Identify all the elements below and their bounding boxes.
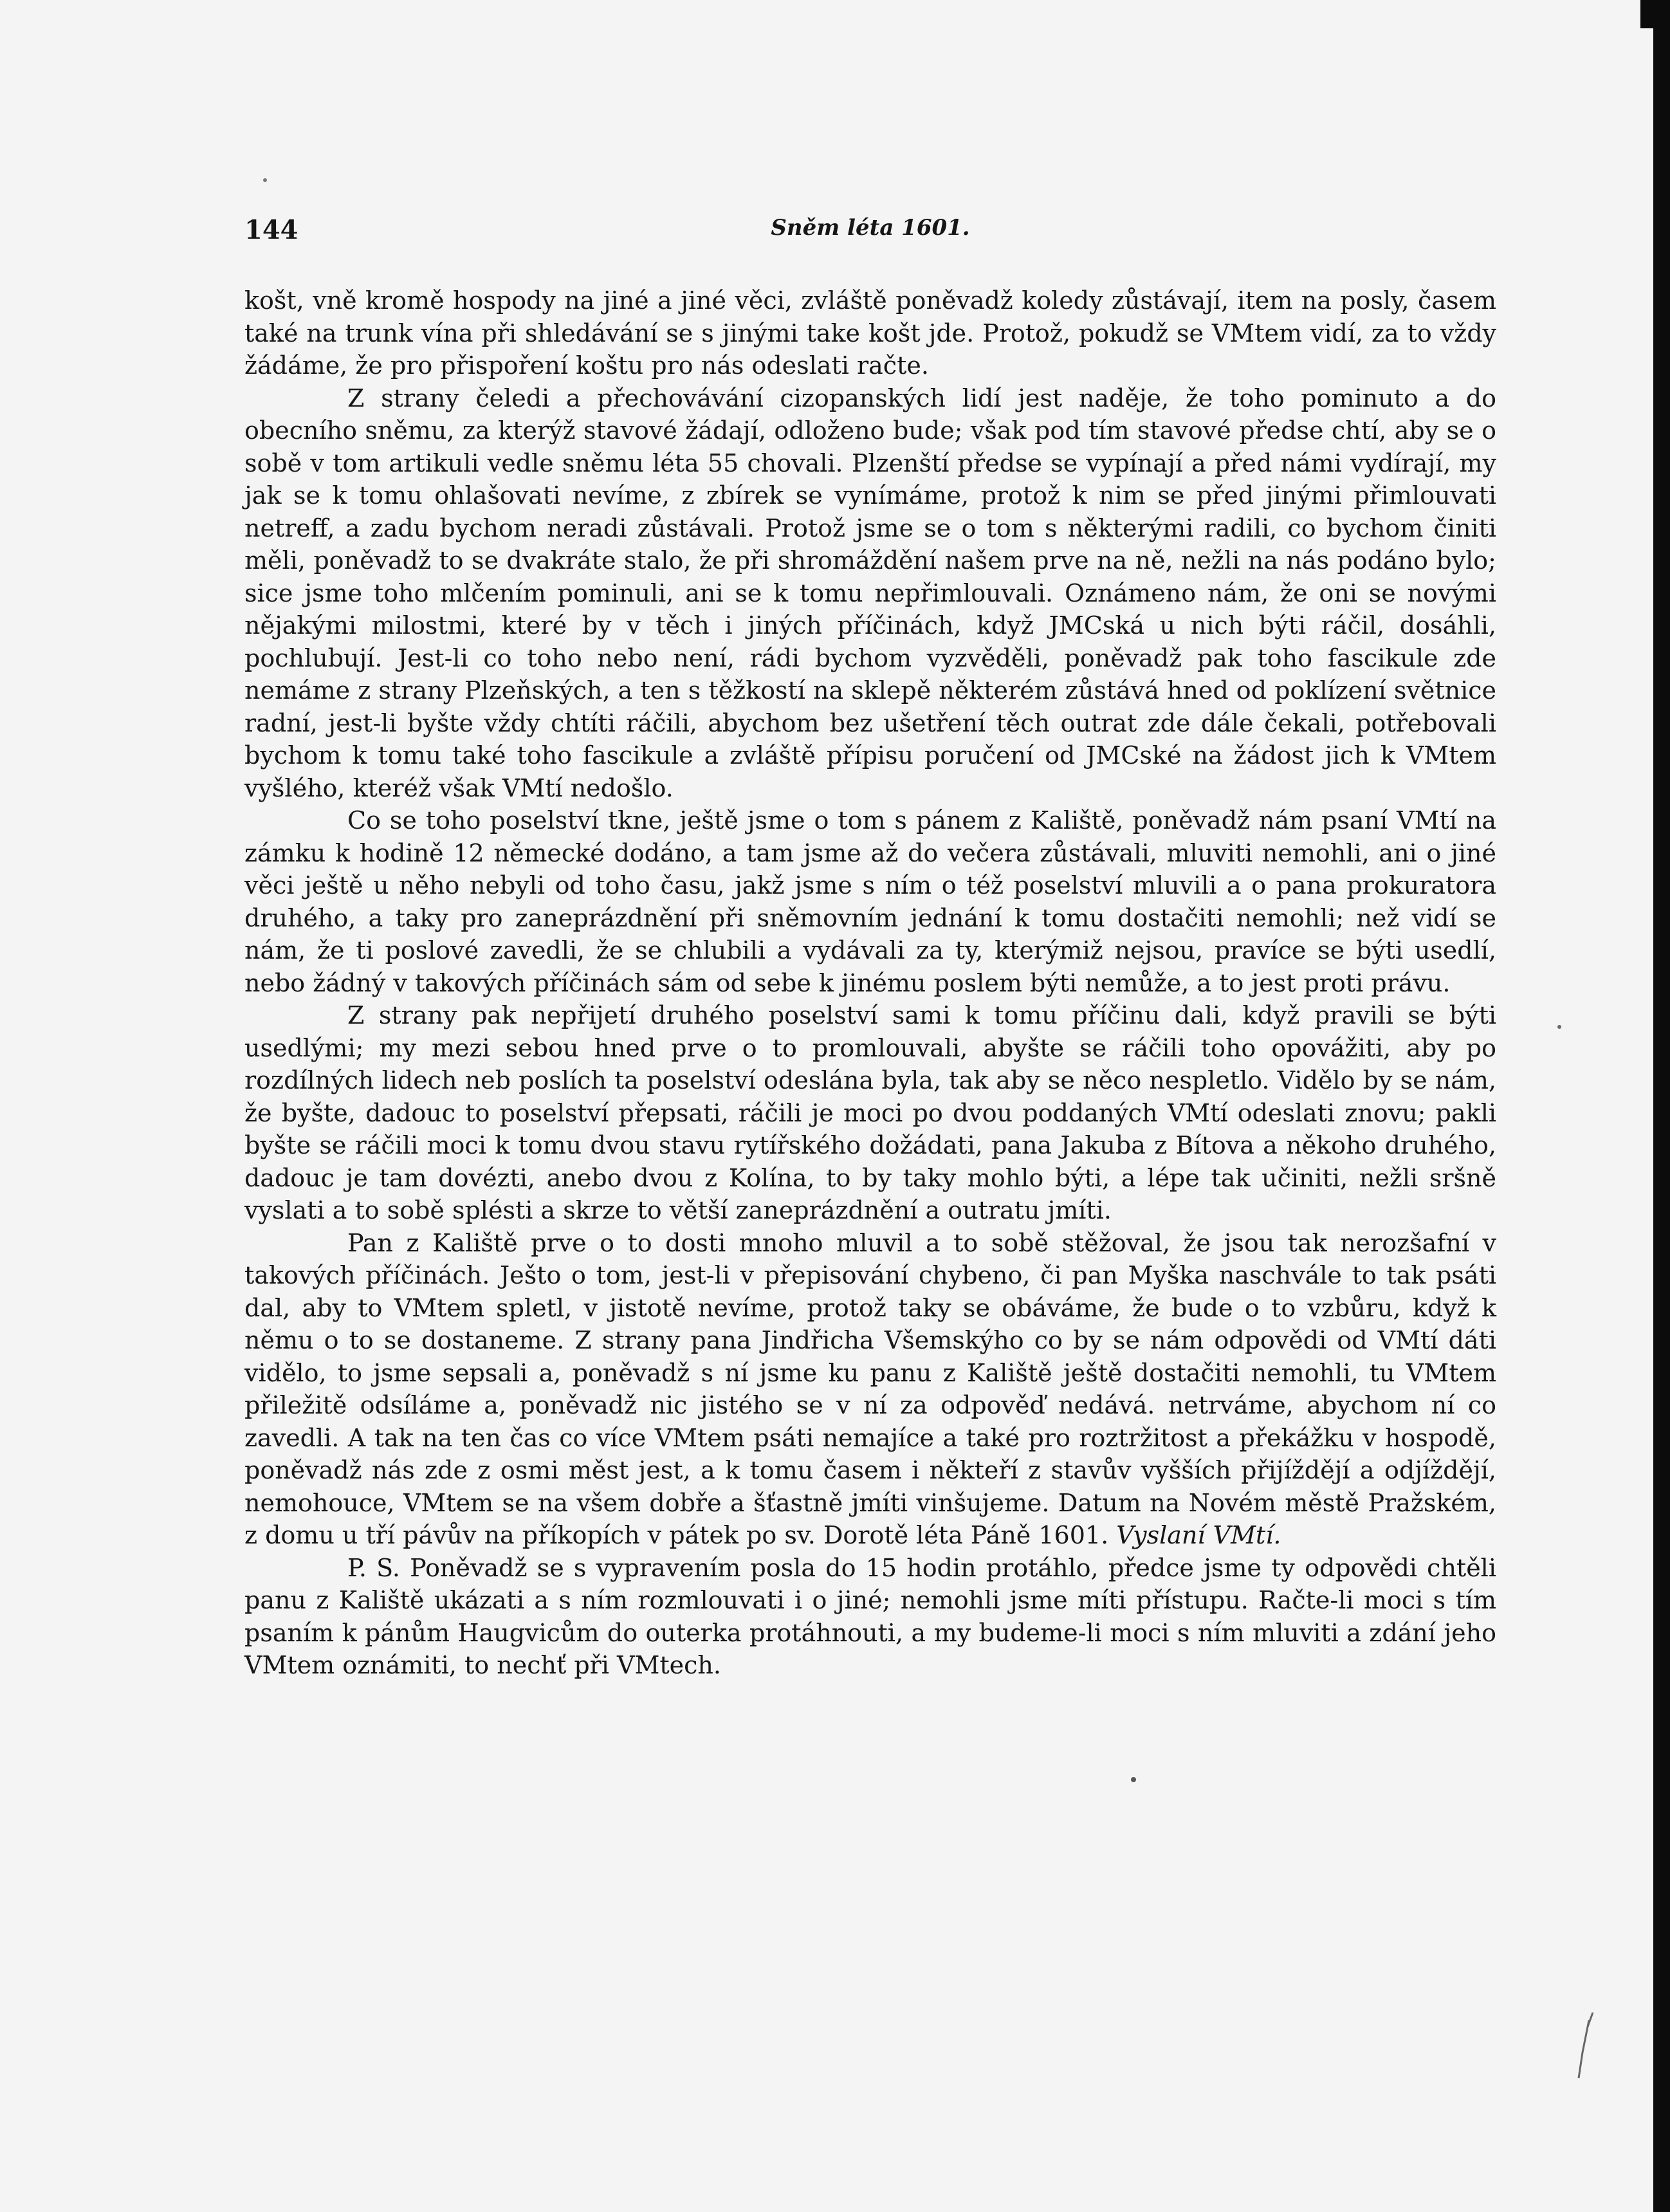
running-title: Sněm léta 1601. bbox=[771, 215, 970, 241]
scan-frame-tab bbox=[1640, 0, 1653, 28]
paragraph-4: Z strany pak nepřijetí druhého poselství sami k tomu příčinu dali, když pravili se býti usedlými; my mezi sebou hned prve o to promlouvali, abyšte se ráčili toho opovážiti, aby po rozdílných lidech neb poslích ta poselství odeslána byla, tak aby se něco nespletlo. Vidělo by se nám, že byšte, dadouc to poselství přepsati, ráčili je moci po dvou poddaných VMtí odeslati znovu; pakli byšte se ráčili moci k tomu dvou stavu rytířského dožádati, pana Jakuba z Bítova a někoho druhého, dadouc je tam dovézti, anebo dvou z Kolína, to by taky mohlo býti, a lépe tak učiniti, nežli sršně vyslati a to sobě splésti a skrze to větší zaneprázdnění a outratu jmíti. bbox=[244, 1001, 1496, 1224]
printed-page bbox=[244, 212, 1496, 1682]
running-head bbox=[244, 212, 1496, 253]
paragraph-2: Z strany čeledi a přechovávání cizopanských lidí jest naděje, že toho pominuto a do obecního sněmu, za kterýž stavové žádají, odloženo bude; však pod tím stavové předse chtí, aby se o sobě v tom artikuli vedle sněmu léta 55 chovali. Plzenští předse se vypínají a před námi vydírají, my jak se k tomu ohlašovati nevíme, z zbírek se vynímáme, protož k nim se před jinými přimlouvati netreff, a zadu bychom neradi zůstávali. Protož jsme se o tom s některými radili, co bychom činiti měli, poněvadž to se dvakráte stalo, že při shromáždění našem prve na ně, nežli na nás podáno bylo; sice jsme toho mlčením pominuli, ani se k tomu nepřimlouvali. Oznámeno nám, že oni se novými nějakými milostmi, které by v těch i jiných příčinách, když JMCská u nich býti ráčil, dosáhli, pochlubují. Jest-li co toho nebo není, rádi bychom vyzvěděli, poněvadž pak toho fascikule zde nemáme z strany Plzeňských, a ten s těžkostí na sklepě některém zůstává hned od poklízení světnice radní, jest-li byšte vždy chtíti ráčili, abychom bez ušetření těch outrat zde dále čekali, potřebovali bychom k tomu také toho fascikule a zvláště přípisu poručení od JMCské na žádost jich k VMtem vyšlého, kteréž však VMtí nedošlo. bbox=[244, 383, 1496, 802]
postscript: P. S. Poněvadž se s vypravením posla do 15 hodin protáhlo, předce jsme ty odpovědi chtěli panu z Kaliště ukázati a s ním rozmlouvati i o jiné; nemohli jsme míti přístupu. Račte-li moci s tím psaním k pánům Haugvicům do outerka protáhnouti, a my budeme-li moci s ním mluviti a zdání jeho VMtem oznámiti, to nechť při VMtech. bbox=[244, 1553, 1496, 1679]
paragraph-5 bbox=[244, 1227, 1496, 1552]
scan-frame-edge bbox=[1653, 0, 1670, 2212]
signature: Vyslaní VMtí. bbox=[1116, 1521, 1281, 1549]
speck bbox=[1131, 1777, 1136, 1782]
page-number: 144 bbox=[244, 215, 298, 245]
paragraph-1: košt, vně kromě hospody na jiné a jiné věci, zvláště poněvadž koledy zůstávají, item na posly, časem také na trunk vína při shledávání se s jinými take košt jde. Protož, pokudž se VMtem vidí, za to vždy žádáme, že pro přispoření koštu pro nás odeslati račte. bbox=[244, 286, 1496, 380]
speck bbox=[1557, 1025, 1561, 1029]
paragraph-5-text: Pan z Kaliště prve o to dosti mnoho mluvil a to sobě stěžoval, že jsou tak nerozšafní v takových příčinách. Ješto o tom, jest-li v přepisování chybeno, či pan Myška naschvále to tak psáti dal, aby to VMtem spletl, v jistotě nevíme, protož taky se obáváme, že bude o to vzbůru, když k němu o to se dostaneme. Z strany pana Jindřicha Všemskýho co by se nám odpovědi od VMtí dáti vidělo, to jsme sepsali a, poněvadž s ní jsme ku panu z Kaliště ještě dostačiti nemohli, tu VMtem přiležitě odsíláme a, poněvadž nic jistého se v ní za odpověď nedává. netrváme, abychom ní co zavedli. A tak na ten čas co více VMtem psáti nemajíce a také pro roztržitost a překážku v hospodě, poněvadž nás zde z osmi měst jest, a k tomu časem i někteří z stavův vyšších přijíždějí a odjíždějí, nemohouce, VMtem se na všem dobře a šťastně jmíti vinšujeme. Datum na Novém městě Pražském, z domu u tří pávův na příkopích v pátek po sv. Dorotě léta Páně 1601. bbox=[244, 1228, 1496, 1549]
pencil-mark bbox=[1579, 2013, 1593, 2078]
speck bbox=[263, 178, 267, 182]
body-text bbox=[244, 284, 1496, 1682]
paragraph-3: Co se toho poselství tkne, ještě jsme o tom s pánem z Kaliště, poněvadž nám psaní VMtí na zámku k hodině 12 německé dodáno, a tam jsme až do večera zůstávali, mluviti nemohli, ani o jiné věci ještě u něho nebyli od toho času, jakž jsme s ním o též poselství mluvili a o pana prokuratora druhého, a taky pro zaneprázdnění při sněmovním jednání k tomu dostačiti nemohli; než vidí se nám, že ti poslové zavedli, že se chlubili a vydávali za ty, kterýmiž nejsou, pravíce se býti usedlí, nebo žádný v takových příčinách sám od sebe k jinému poslem býti nemůže, a to jest proti právu. bbox=[244, 806, 1496, 997]
